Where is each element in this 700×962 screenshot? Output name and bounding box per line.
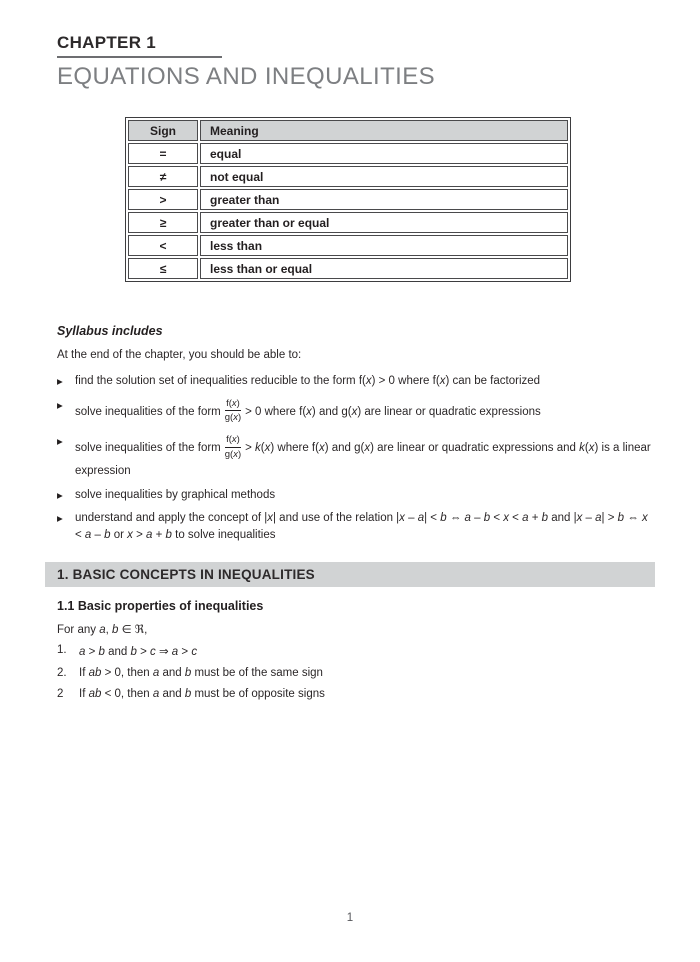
bullet-triangle-icon: ▶ [57,437,63,447]
column-header-meaning: Meaning [200,120,568,141]
list-item [57,373,655,390]
chapter-label: CHAPTER 1 [57,33,157,52]
item-text: a > b and b > c ⇒ a > c [79,645,198,658]
table-row [128,166,568,187]
table-row [128,189,568,210]
list-item [57,397,655,427]
fraction-numerator: f(x) [225,434,241,447]
bullet-text: solve inequalities by graphical methods [75,488,276,501]
sign-meaning-table [125,117,571,282]
fraction-denominator: g(x) [224,411,242,423]
sign-cell: ≥ [128,212,198,233]
item-text: If ab > 0, then a and b must be of the same sign [79,666,323,679]
item-text: If ab < 0, then a and b must be of opposite signs [79,687,325,700]
bullet-text [75,433,655,479]
meaning-cell: greater than or equal [200,212,568,233]
sign-cell: < [128,235,198,256]
bullet-triangle-icon: ▶ [57,490,63,500]
table-row [128,212,568,233]
bullet-text-post: > 0 where f(x) and g(x) are linear or quadratic expressions [245,405,541,418]
sign-cell: > [128,189,198,210]
bullet-triangle-icon: ▶ [57,376,63,386]
list-item [57,510,655,543]
chapter-underline-rule [57,56,222,58]
bullet-text-post: > k(x) where f(x) and g(x) are linear or quadratic expressions and k(x) is a linear expression [75,442,651,478]
bullet-text-pre: solve inequalities of the form [75,442,221,455]
meaning-cell: less than [200,235,568,256]
column-header-sign: Sign [128,120,198,141]
sign-cell: = [128,143,198,164]
bullet-text [75,397,655,427]
list-item [57,644,655,658]
properties-list [57,644,655,700]
fraction [225,434,241,460]
meaning-cell: less than or equal [200,258,568,279]
meaning-cell: greater than [200,189,568,210]
sign-cell: ≤ [128,258,198,279]
table-row [128,143,568,164]
page-number: 1 [346,912,354,924]
bullet-triangle-icon: ▶ [57,514,63,524]
bullet-text: understand and apply the concept of |x| and use of the relation |x – a| < b ⇔ a – b < x < a + b and |x – a| > b ⇔ x < a – b or x > a + b to solve inequalities [75,512,648,542]
item-number: 2. [57,666,67,679]
item-number: 1. [57,643,67,656]
bullet-text-pre: solve inequalities of the form [75,405,221,418]
meaning-cell: equal [200,143,568,164]
table-row [128,258,568,279]
fraction-denominator: g(x) [224,448,242,460]
fraction [225,398,241,424]
syllabus-intro: At the end of the chapter, you should be able to: [57,349,302,362]
sign-table-container [125,117,655,282]
page-title: EQUATIONS AND INEQUALITIES [57,62,436,90]
table-header-row [128,120,568,141]
list-item [57,433,655,479]
list-item [57,688,655,700]
list-item [57,667,655,679]
syllabus-heading: Syllabus includes [57,324,163,339]
syllabus-bullet-list [57,373,655,544]
section-intro: For any a, b ∈ ℜ, [57,623,148,636]
bullet-triangle-icon: ▶ [57,400,63,410]
item-number: 2 [57,687,64,700]
syllabus-section [57,322,655,544]
fraction-numerator: f(x) [225,398,241,411]
subsection-heading: 1.1 Basic properties of inequalities [57,598,264,613]
sign-cell: ≠ [128,166,198,187]
list-item [57,487,655,504]
bullet-text: find the solution set of inequalities reducible to the form f(x) > 0 where f(x) can be factorized [75,374,541,387]
section-heading-bar: 1. BASIC CONCEPTS IN INEQUALITIES [45,562,655,587]
meaning-cell: not equal [200,166,568,187]
table-row [128,235,568,256]
